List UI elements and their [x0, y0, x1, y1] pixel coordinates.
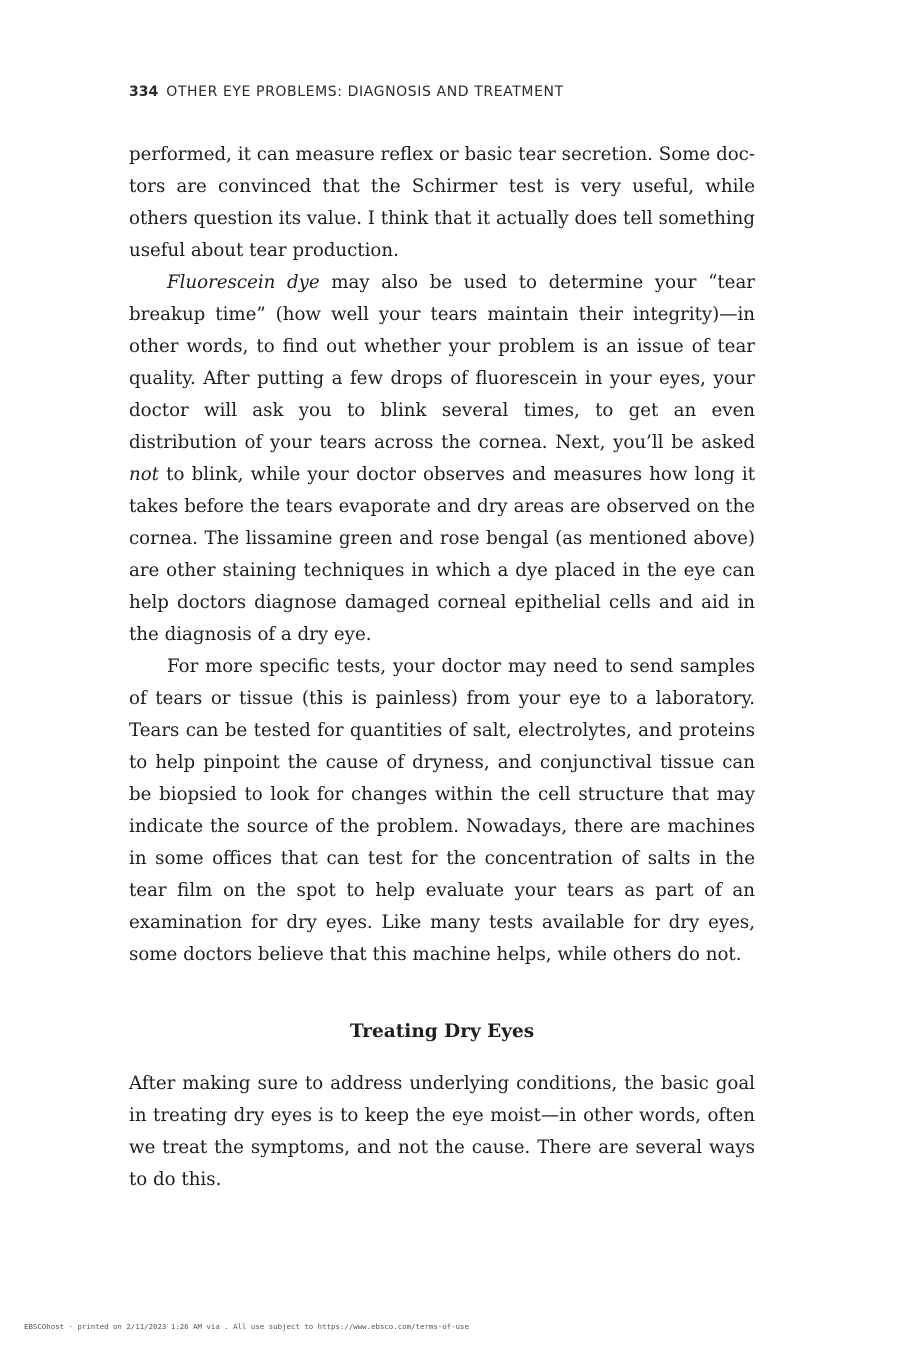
paragraph-2-text-a: may also be used to determine your “tear breakup time” (how well your tears maintain their integrity)—in other words, to find out whether your problem is an issue of tear quality. After putting a few drops of fluorescein in your eyes, your doctor will ask you to blink several times, to get an even distribution of your tears across the cornea. Next, you’ll be asked — [129, 272, 755, 453]
ebscohost-footer: EBSCOhost - printed on 2/11/2023 1:26 AM via . All use subject to https://www.ebsco.com/terms-of-use — [24, 1322, 469, 1331]
paragraph-4: After making sure to address underlying conditions, the basic goal in treating dry eyes is to keep the eye moist—in other words, often we treat the symptoms, and not the cause. There are several ways to do this. — [129, 1073, 755, 1190]
italic-emphasis-not: not — [129, 464, 159, 485]
page-number: 334 — [129, 84, 159, 100]
paragraph-2-text-b: to blink, while your doctor observes and measures how long it takes before the tears evaporate and dry areas are observed on the cornea. The lissamine green and rose bengal (as mentioned above) are other staining techniques in which a dye placed in the eye can help doctors diagnose damaged corneal epithelial cells and aid in the diagnosis of a dry eye. — [129, 464, 755, 645]
body-text — [129, 139, 755, 1196]
italic-term-fluorescein: Fluorescein dye — [167, 272, 320, 293]
running-header — [129, 84, 769, 100]
paragraph-2 — [129, 267, 755, 651]
paragraph-3: For more specific tests, your doctor may need to send samples of tears or tissue (this is painless) from your eye to a laboratory. Tears can be tested for quantities of salt, electrolytes, and proteins to help pinpoint the cause of dryness, and conjunctival tissue can be biopsied to look for changes within the cell structure that may indicate the source of the problem. Nowadays, there are machines in some offices that can test for the concentration of salts in the tear film on the spot to help evaluate your tears as part of an examination for dry eyes. Like many tests available for dry eyes, some doctors believe that this machine helps, while others do not. — [129, 656, 755, 965]
section-heading: Treating Dry Eyes — [349, 1021, 535, 1042]
running-title: OTHER EYE PROBLEMS: DIAGNOSIS AND TREATMENT — [166, 84, 564, 100]
paragraph-1: performed, it can measure reflex or basic tear secretion. Some doctors are convinced that the Schirmer test is very useful, while others question its value. I think that it actually does tell something useful about tear production. — [129, 144, 755, 261]
